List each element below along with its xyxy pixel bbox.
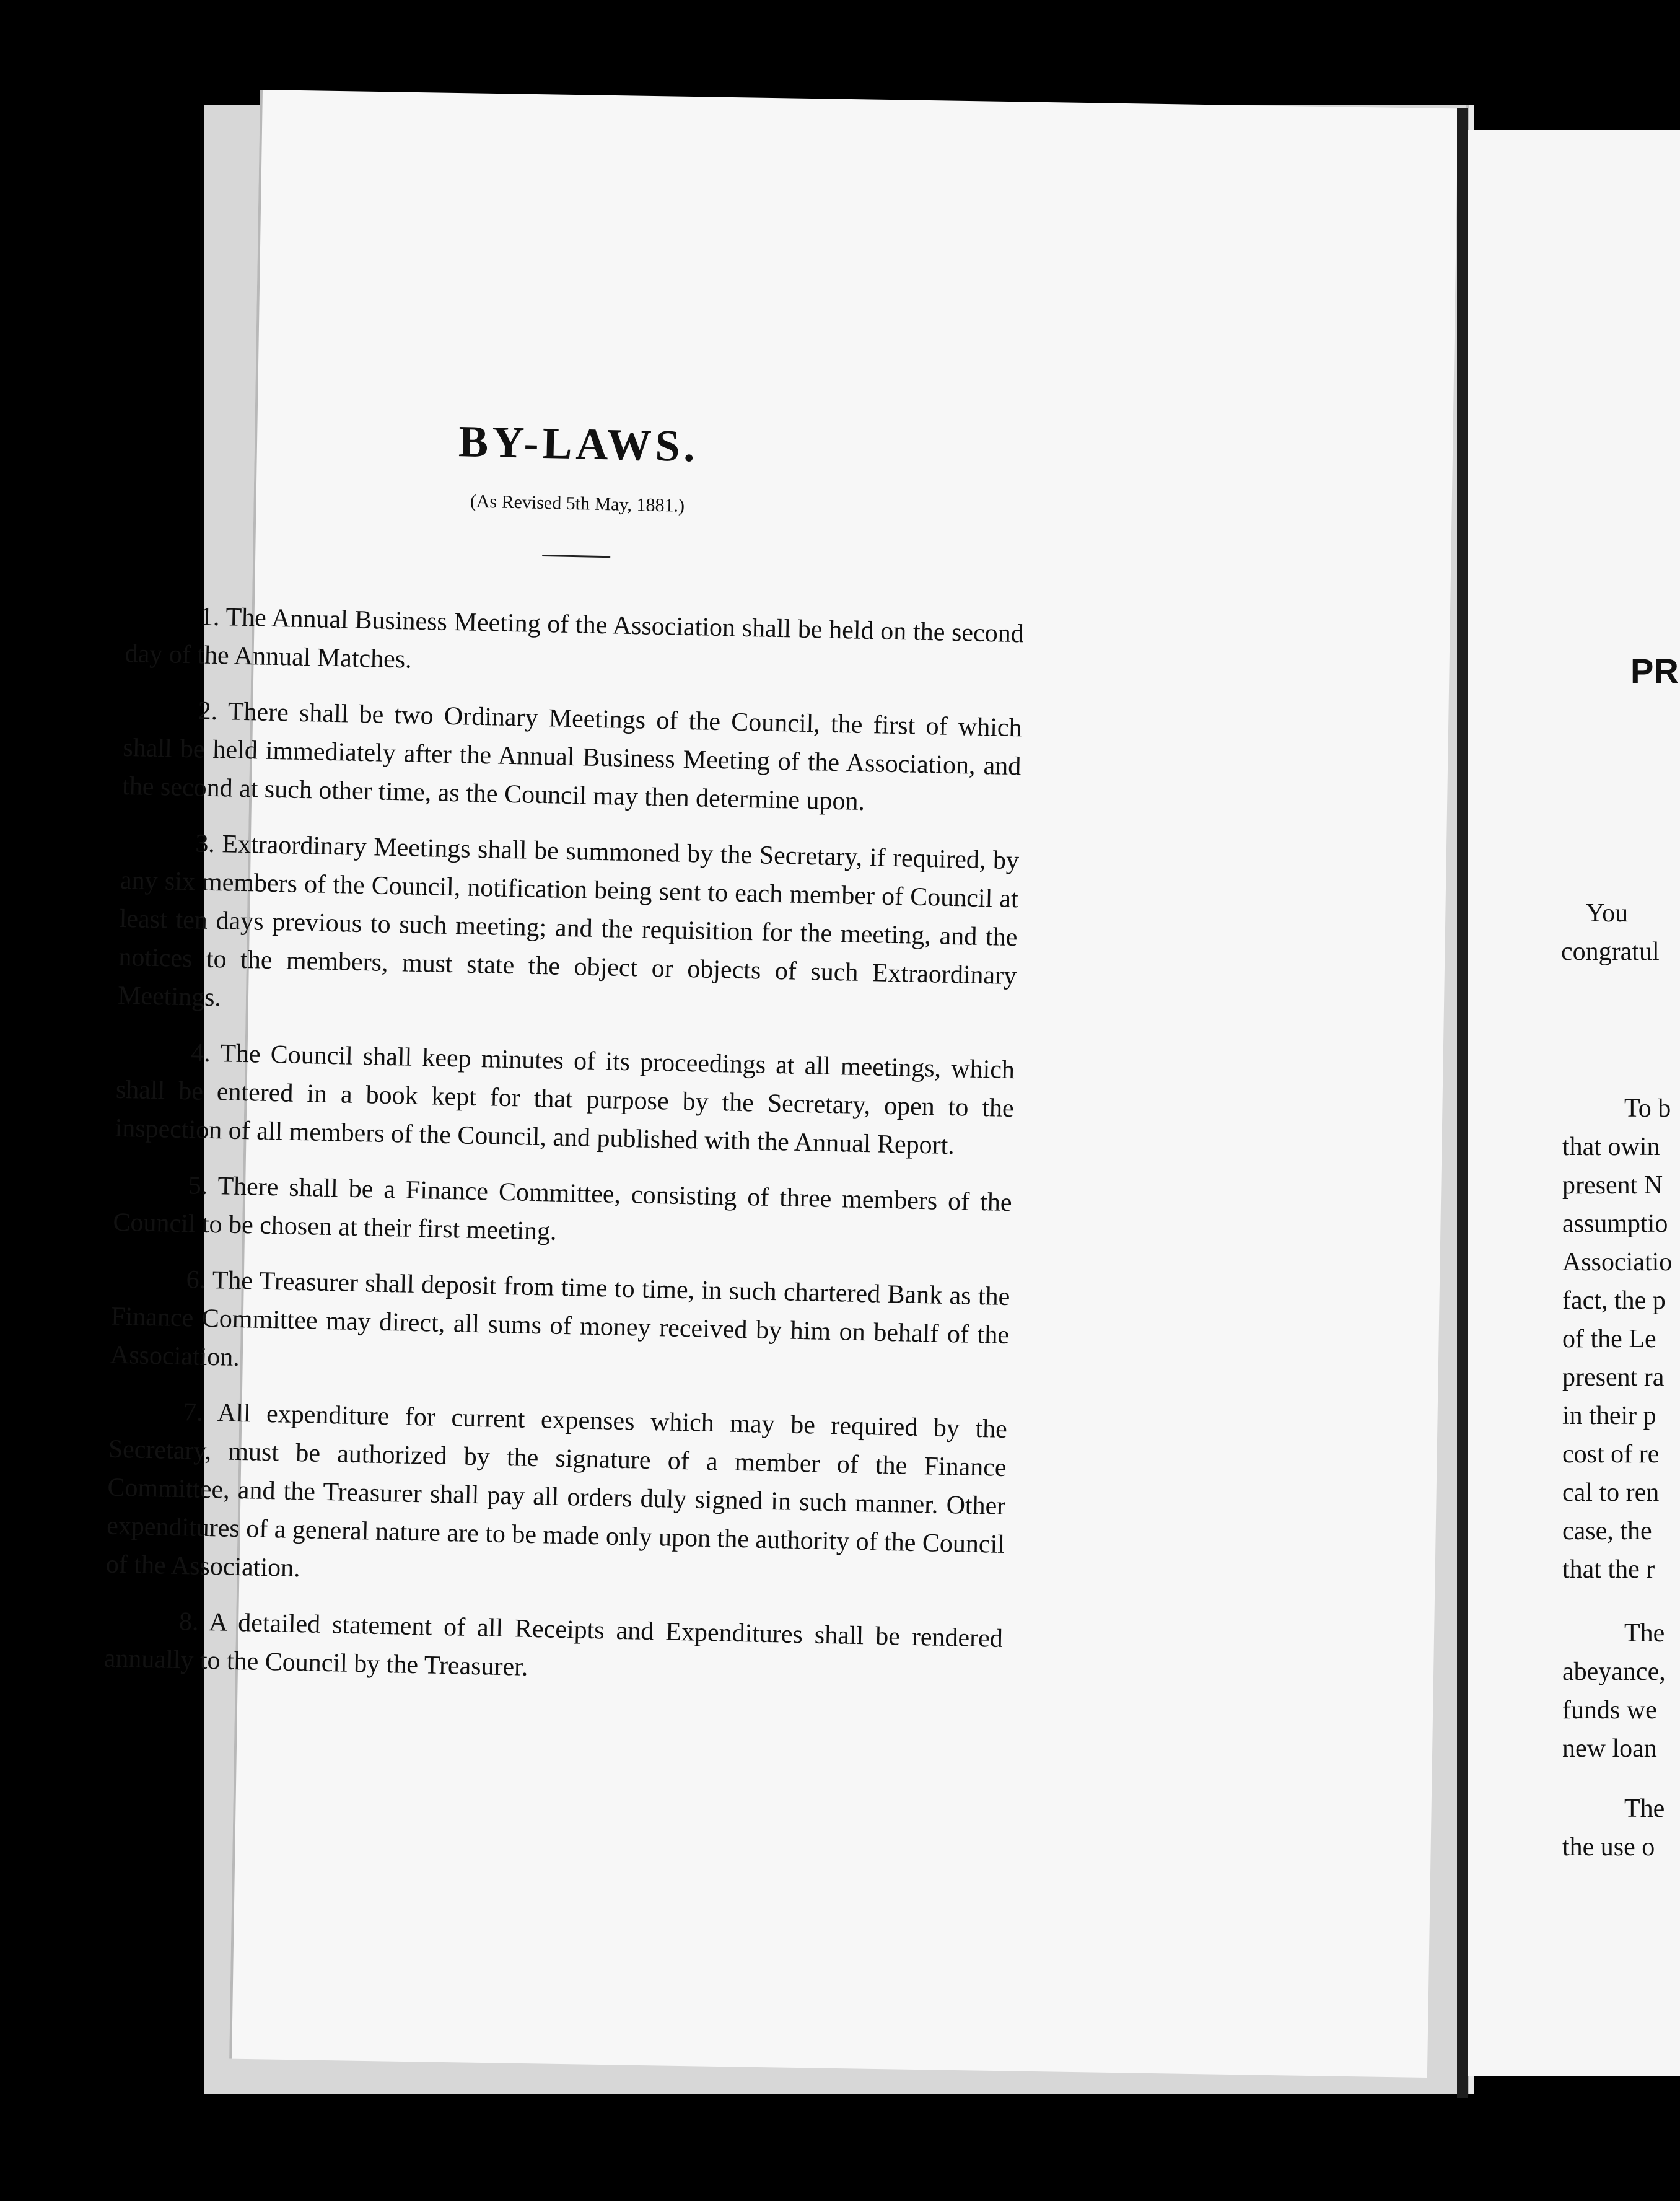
by-law-number: 1. [199, 602, 220, 632]
right-page-line: cost of re [1562, 1440, 1660, 1469]
right-page-line: Associatio [1562, 1248, 1673, 1276]
right-page-line: congratul [1561, 938, 1660, 966]
right-page-line: of the Le [1562, 1325, 1656, 1353]
right-page-line: You [1586, 899, 1629, 928]
by-law-2 [122, 690, 1023, 824]
right-page-line: The [1624, 1619, 1665, 1648]
right-page-line: abeyance, [1562, 1658, 1666, 1686]
by-law-text: The Treasurer shall deposit from time to time, in such chartered Bank as the Finance Committee may direct, all sums of money received by him on behalf of the Association. [110, 1266, 1010, 1373]
by-law-number: 8. [178, 1607, 199, 1636]
right-page-line: To b [1624, 1094, 1671, 1123]
by-law-6 [110, 1259, 1010, 1393]
by-law-4 [115, 1032, 1015, 1166]
by-law-8 [103, 1601, 1003, 1697]
by-law-text: All expenditure for current expenses which may be required by the Secretary, must be authorized by the signature of a member of the Finance Committee, and the Treasurer shall pay all orders duly signed in such manner. Other expenditures of a general nature are to be made only upon the authority of the Council of the Association. [105, 1399, 1008, 1583]
right-page-line: that owin [1562, 1133, 1660, 1161]
by-law-number: 2. [198, 696, 218, 726]
by-law-number: 4. [190, 1039, 211, 1068]
by-law-text: There shall be two Ordinary Meetings of the Council, the first of which shall be held immediately after the Annual Business Meeting of the Association, and the second at such other time, as the Council may then determine upon. [121, 697, 1023, 816]
by-law-3 [118, 823, 1020, 1034]
by-law-text: There shall be a Finance Committee, consisting of three members of the Council to be chosen at their first meeting. [113, 1172, 1012, 1246]
by-law-7 [105, 1392, 1007, 1602]
right-page-line: the use o [1562, 1833, 1655, 1861]
by-law-number: 3. [195, 829, 216, 859]
right-page-line: present ra [1562, 1363, 1665, 1392]
by-law-text: The Annual Business Meeting of the Association shall be held on the second day of the Annual Matches. [125, 603, 1025, 674]
right-page-line: The [1624, 1795, 1665, 1823]
by-law-text: A detailed statement of all Receipts and Expenditures shall be rendered annually to the Council by the Treasurer. [103, 1608, 1004, 1682]
book-spine [1457, 108, 1468, 2098]
by-law-number: 5. [188, 1171, 208, 1200]
right-page-line: new loan [1562, 1734, 1657, 1763]
right-page-line: funds we [1562, 1696, 1657, 1724]
right-page-line: cal to ren [1562, 1478, 1660, 1507]
by-law-number: 6. [186, 1265, 206, 1294]
right-page-heading: PR [1630, 651, 1679, 690]
by-law-text: The Council shall keep minutes of its proceedings at all meetings, which shall be entered in a book kept for that purpose by the Secretary, open to the inspection of all members of the Council, and published with the Annual Report. [115, 1039, 1015, 1161]
right-page-line: fact, the p [1562, 1286, 1666, 1315]
by-law-number: 7. [183, 1398, 204, 1427]
right-page-line: in their p [1562, 1402, 1656, 1430]
page-subtitle: (As Revised 5th May, 1881.) [470, 491, 685, 516]
by-laws-content [103, 409, 1028, 1714]
by-law-5 [113, 1165, 1012, 1260]
right-page-line: case, the [1562, 1517, 1652, 1545]
by-law-text: Extraordinary Meetings shall be summoned by the Secretary, if required, by any six members of the Council, notification being sent to each member of Council at least ten days previous to such meeting; and the requisition for the meeting, and the notices to the members, must state the object or objects of such Extraordinary Meetings. [117, 830, 1020, 1013]
by-law-1 [125, 596, 1024, 692]
right-page-line: present N [1562, 1171, 1663, 1200]
divider-rule [542, 555, 610, 558]
page-title: BY-LAWS. [458, 416, 699, 472]
right-page-line: that the r [1562, 1555, 1655, 1584]
right-page-line: assumptio [1562, 1210, 1668, 1238]
